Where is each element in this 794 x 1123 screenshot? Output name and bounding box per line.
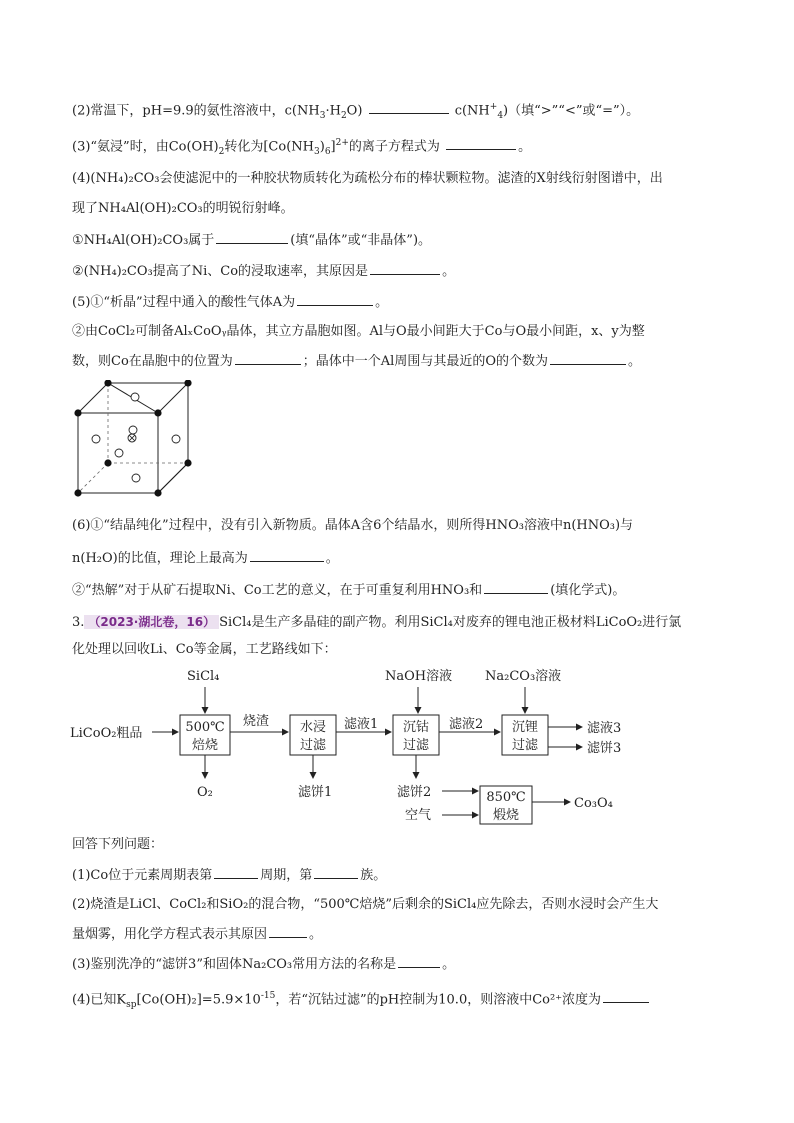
answer-blank[interactable] (603, 990, 649, 1003)
text: n(H₂O)的比值，理论上最高为 (72, 551, 248, 566)
text: ，若“沉钴过滤”的pH控制为10.0，则溶液中Co²⁺浓度为 (275, 992, 602, 1008)
o-atom (172, 435, 180, 443)
o-atom (115, 449, 123, 457)
text: (填“晶体”或“非晶体”)。 (290, 233, 432, 248)
text: (5)①“析晶”过程中通入的酸性气体A为 (72, 295, 296, 310)
text: (4)(NH₄)₂CO₃会使滤泥中的一种胶状物质转化为疏松分布的棒状颗粒物。滤渣的X射线衍射图谱中，出 (72, 171, 663, 186)
answer-blank[interactable] (446, 137, 516, 150)
q3-part3 (72, 955, 455, 974)
sicl4-label: SiCl₄ (187, 669, 220, 684)
text: ②(NH₄)₂CO₃提高了Ni、Co的浸取速率，其原因是 (72, 264, 369, 279)
filtercake2-label: 滤饼2 (397, 785, 432, 800)
q2-line-5a (72, 293, 388, 312)
text: ②由CoCl₂可制备AlₓCoOᵧ晶体，其立方晶胞如图。Al与O最小间距大于Co与O最小间距，x、y为整 (72, 324, 645, 339)
q2-line-4c (72, 231, 431, 250)
raw-material-label: LiCoO₂粗品 (70, 726, 143, 741)
process-flowchart (60, 660, 700, 830)
calcine-temp: 850℃ (486, 790, 526, 805)
text: 族。 (360, 868, 387, 883)
answer-blank[interactable] (214, 866, 258, 879)
text: 。 (309, 927, 323, 942)
q2-line-ph: (2)常温下，pH=9.9的氨性溶液中，$c(NH_3\cdot H_2O)$ $c(NH^+_4)$（填“>”“<”或“=”）。 (72, 102, 640, 121)
filter-label: 过滤 (511, 738, 539, 753)
q2-line-6b (72, 549, 339, 568)
q3-part2a (72, 896, 658, 914)
text: 数，则Co在晶胞中的位置为 (72, 354, 233, 369)
al-atom (104, 459, 111, 466)
text: 回答下列问题： (72, 837, 164, 852)
q2-line-6c (72, 581, 625, 600)
co3o4-label: Co₃O₄ (574, 796, 613, 811)
q2-line-5c (72, 352, 641, 371)
naoh-label: NaOH溶液 (385, 669, 453, 684)
text: (2)常温下，pH=9.9的氨性溶液中，c(NH (72, 103, 320, 119)
lithium-label: 沉锂 (511, 720, 539, 735)
question-number: 3. (72, 615, 85, 630)
text: ①NH₄Al(OH)₂CO₃属于 (72, 233, 215, 248)
answer-blank[interactable] (550, 352, 626, 365)
calcine-label: 煅烧 (492, 808, 520, 823)
text: c(NH (454, 103, 490, 119)
text: )（填“>”“<”或“=”）。 (503, 103, 640, 119)
filtrate2-label: 滤液2 (449, 717, 484, 732)
filtrate1-label: 滤液1 (344, 717, 379, 732)
text: ] (330, 139, 336, 155)
text: 周期，第 (260, 868, 313, 883)
text: 的离子方程式为 (348, 139, 440, 155)
q2-line-6a (72, 517, 633, 535)
o2-label: O₂ (197, 785, 213, 800)
filtercake1-label: 滤饼1 (298, 785, 333, 800)
q2-line-4d (72, 262, 455, 281)
filter-label: 过滤 (299, 738, 327, 753)
o-atom (131, 393, 139, 401)
text: [Co(OH)₂]=5.9×10 (136, 992, 261, 1008)
filtercake3-label: 滤饼3 (587, 741, 622, 756)
answer-blank[interactable] (314, 866, 358, 879)
answer-blank[interactable] (398, 955, 440, 968)
q3-header-line (72, 613, 681, 632)
text: (6)①“结晶纯化”过程中，没有引入新物质。晶体A含6个结晶水，则所得HNO₃溶液中n(HNO₃)与 (72, 518, 634, 533)
text: ·H (325, 103, 341, 119)
answer-blank[interactable] (484, 581, 548, 594)
roast-label: 焙烧 (191, 738, 219, 753)
exponent: -15 (260, 991, 276, 1001)
text: (4)已知K (72, 992, 127, 1008)
text: 。 (442, 957, 456, 972)
text: 量烟雾，用化学方程式表示其原因 (72, 927, 268, 942)
text: (1)Co位于元素周期表第 (72, 868, 213, 883)
text: 现了NH₄Al(OH)₂CO₃的明锐衍射峰。 (72, 201, 294, 216)
q3-line-2 (72, 641, 337, 659)
o-atom (132, 474, 140, 482)
na2co3-label: Na₂CO₃溶液 (485, 669, 562, 684)
al-atom (154, 489, 161, 496)
filtrate3-label: 滤液3 (587, 721, 622, 736)
text: 。 (375, 295, 389, 310)
text: ②“热解”对于从矿石提取Ni、Co工艺的意义，在于可重复利用HNO₃和 (72, 583, 483, 598)
filter-label: 过滤 (402, 738, 430, 753)
al-atom (154, 409, 161, 416)
answer-blank[interactable] (297, 293, 373, 306)
crystal-cell-diagram (70, 380, 200, 505)
leach-label: 水浸 (299, 720, 327, 735)
q3-answer-intro (72, 836, 163, 854)
text: 。 (518, 139, 532, 155)
answer-blank[interactable] (269, 925, 307, 938)
text: 转化为[Co(NH (224, 139, 314, 155)
answer-blank[interactable] (250, 549, 324, 562)
answer-blank[interactable] (370, 262, 440, 275)
text: (3)“氨浸”时，由Co(OH) (72, 139, 219, 155)
text: SiCl₄是生产多晶硅的副产物。利用SiCl₄对废弃的锂电池正极材料LiCoO₂进行氯 (219, 615, 682, 630)
shaozha-label: 烧渣 (243, 714, 270, 729)
answer-blank[interactable] (216, 231, 288, 244)
roast-temp: 500℃ (185, 720, 225, 735)
source-tag: （2023·湖北卷，16） (84, 615, 219, 629)
text: ) (319, 139, 325, 155)
answer-blank[interactable] (235, 352, 301, 365)
q2-line-5b (72, 323, 645, 341)
o-atom (129, 426, 137, 434)
q3-part1 (72, 866, 386, 885)
al-atom (184, 459, 191, 466)
cobalt-label: 沉钴 (402, 720, 430, 735)
text: 化处理以回收Li、Co等金属，工艺路线如下： (72, 642, 337, 657)
text: 。 (325, 551, 339, 566)
q2-line-4a (72, 170, 663, 188)
al-atom (74, 489, 81, 496)
al-atom (74, 409, 81, 416)
q3-part2b (72, 925, 322, 944)
text: (2)烧渣是LiCl、CoCl₂和SiO₂的混合物，“500℃焙烧”后剩余的SiCl₄应先除去，否则水浸时会产生大 (72, 897, 659, 912)
text: O) (346, 103, 363, 119)
text: (3)鉴别洗净的“滤饼3”和固体Na₂CO₃常用方法的名称是 (72, 957, 397, 972)
text: 。 (442, 264, 456, 279)
air-label: 空气 (405, 808, 432, 823)
q2-line-4b (72, 200, 294, 218)
o-atom (92, 435, 100, 443)
q3-part4 (72, 987, 651, 1014)
text: 。 (628, 354, 642, 369)
answer-blank[interactable] (369, 101, 449, 114)
text: (填化学式)。 (550, 583, 626, 598)
text: ；晶体中一个Al周围与其最近的O的个数为 (302, 354, 548, 369)
ksp-subscript: sp (126, 999, 137, 1010)
q2-line-ammonia: (3)“氨浸”时，由$Co(OH)_2$转化为$[Co(NH_3)_6]^{2+}$的离子方程式为 。 (72, 138, 532, 157)
